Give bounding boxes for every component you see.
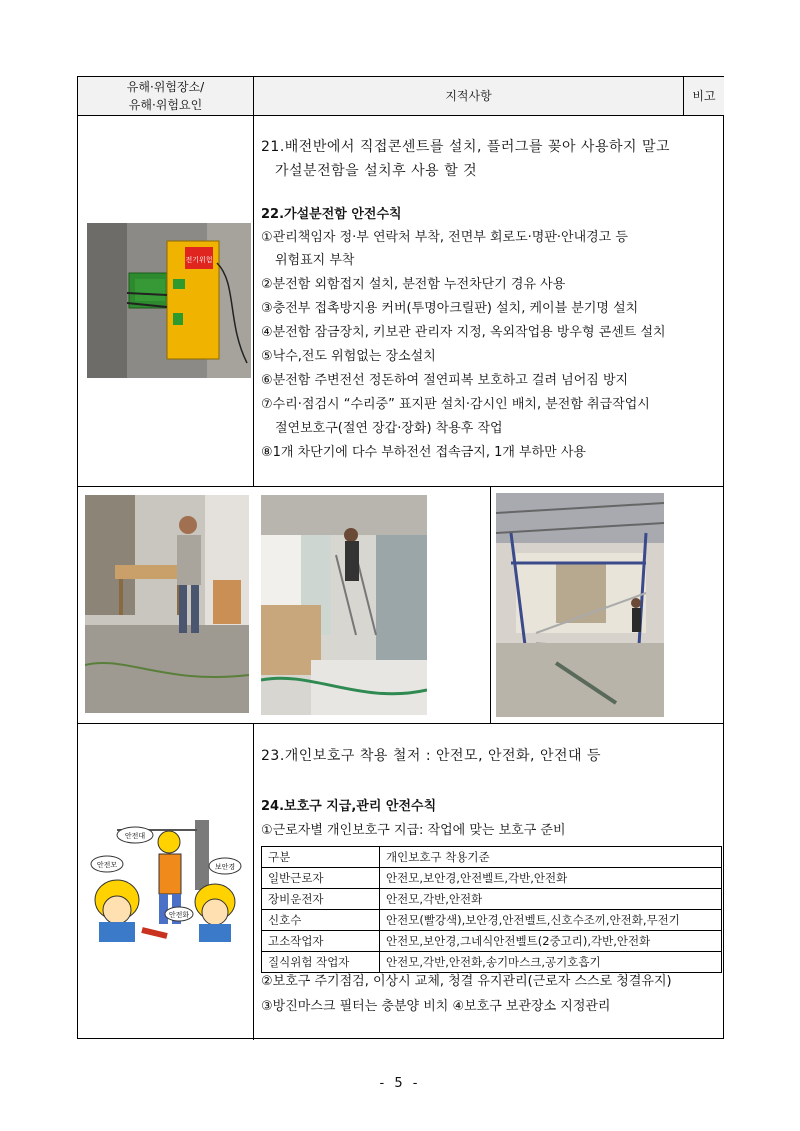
rule-line: ⑦수리·점검시 “수리중” 표지판 설치·감시인 배치, 분전함 취급작업시 [261,397,650,412]
item22-title: 22.가설분전함 안전수칙 [261,207,402,222]
table-header-cell: 개인보호구 착용기준 [380,847,722,868]
cartoon-label-boots: 안전화 [168,911,190,919]
header-remarks: 비고 [684,77,724,115]
worker-photo-1 [85,495,249,713]
rule-line: 위험표지 부착 [275,253,355,268]
cartoon-label-helmet: 안전모 [96,861,118,869]
header-findings: 지적사항 [254,77,683,115]
worker-photo-2 [261,495,427,715]
item24-line1: ①근로자별 개인보호구 지급: 작업에 맞는 보호구 준비 [261,823,566,838]
table-cell: 안전모,각반,안전화 [380,889,722,910]
rule-line: ②분전함 외함접지 설치, 분전함 누전차단기 경유 사용 [261,277,566,292]
header-location-line2: 유해·위험요인 [128,98,203,112]
table-row [262,931,722,952]
worker-photo-3 [496,493,664,717]
table-row [262,910,722,931]
cartoon-label-goggles: 보안경 [214,863,236,871]
rule-line: 절연보호구(절연 장갑·장화) 착용후 작업 [275,421,503,436]
row-divider [78,723,723,724]
page-number: - 5 - [379,1076,421,1091]
table-cell: 장비운전자 [262,889,380,910]
ppe-cartoon [87,818,243,942]
rule-line: ⑤낙수,전도 위험없는 장소설치 [261,349,436,364]
col-divider [490,486,491,723]
table-header [262,847,722,868]
header-location-line1: 유해·위험장소/ [126,80,205,94]
table-row [262,889,722,910]
table-cell: 고소작업자 [262,931,380,952]
item23: 23.개인보호구 착용 철저 : 안전모, 안전화, 안전대 등 [261,748,601,764]
row-divider [78,486,723,487]
table-cell: 안전모,보안경,그네식안전벨트(2중고리),각반,안전화 [380,931,722,952]
rule-line: ⑥분전함 주변전선 정돈하여 절연피복 보호하고 걸려 넘어짐 방지 [261,373,629,388]
item24-title: 24.보호구 지급,관리 안전수칙 [261,799,437,814]
table-header-cell: 구분 [262,847,380,868]
rule-line: ①관리책임자 정·부 연락처 부착, 전면부 회로도·명판·안내경고 등 [261,230,628,245]
table-cell: 일반근로자 [262,868,380,889]
rule-line: ③충전부 접촉방지용 커버(투명아크릴판) 설치, 케이블 분기명 설치 [261,301,639,316]
panel-sign-text: 전기위험 [185,256,213,264]
cartoon-label-harness: 안전대 [124,832,146,840]
panel-photo [87,223,251,378]
col-divider [253,77,254,486]
table-cell: 안전모(빨강색),보안경,안전벨트,신호수조끼,안전화,무전기 [380,910,722,931]
table-cell: 안전모,보안경,안전벨트,각반,안전화 [380,868,722,889]
rule-line: ⑧1개 차단기에 다수 부하전선 접속금지, 1개 부하만 사용 [261,445,586,460]
table-row [262,868,722,889]
rule-line: ④분전함 잠금장치, 키보관 관리자 지정, 옥외작업용 방우형 콘센트 설치 [261,325,666,340]
row-divider [78,115,723,116]
header-location [78,77,253,115]
item21-line1: 21.배전반에서 직접콘센트를 설치, 플러그를 꽂아 사용하지 말고 [261,139,671,155]
table-cell: 신호수 [262,910,380,931]
table-cell: 안전모,각반,안전화,송기마스크,공기호흡기 [380,952,722,973]
item24-line3: ③방진마스크 필터는 충분양 비치 ④보호구 보관장소 지정관리 [261,999,611,1014]
item21-line2: 가설분전함을 설치후 사용 할 것 [275,163,478,179]
item24-line2: ②보호구 주기점검, 이상시 교체, 청결 유지관리(근로자 스스로 청결유지) [261,974,672,989]
table-cell: 질식위험 작업자 [262,952,380,973]
col-divider [253,723,254,1040]
ppe-standard-table [261,846,722,973]
